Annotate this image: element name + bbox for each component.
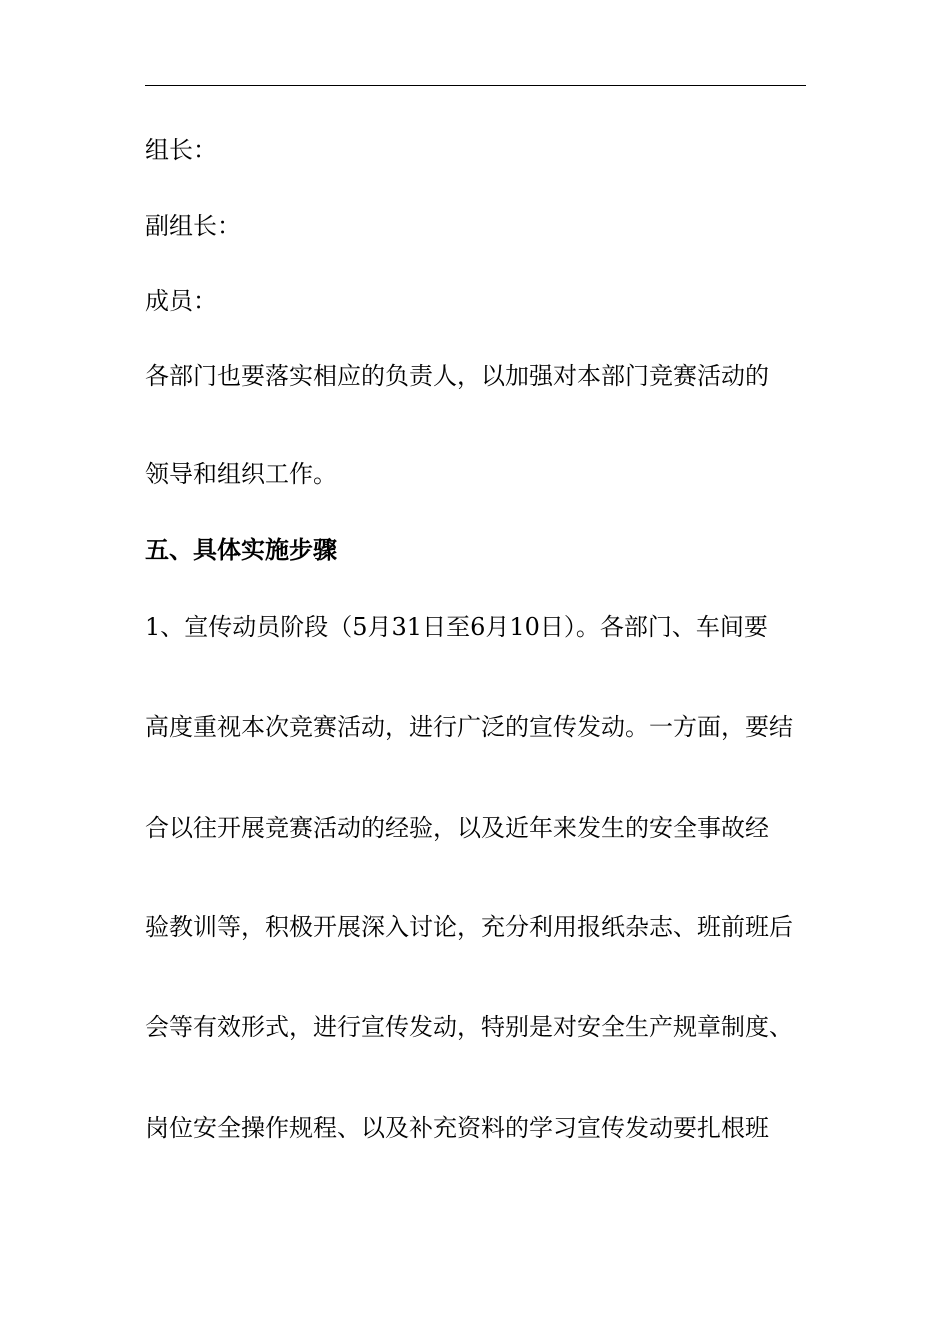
body-text-line: 验教训等，积极开展深入讨论，充分利用报纸杂志、班前班后 xyxy=(145,913,793,941)
body-text-line: 领导和组织工作。 xyxy=(145,460,337,488)
header-rule xyxy=(145,85,806,86)
body-text-line: 岗位安全操作规程、以及补充资料的学习宣传发动要扎根班 xyxy=(145,1114,769,1142)
leader-label: 组长： xyxy=(145,136,217,164)
body-text-line: 1、宣传动员阶段（5月31日至6月10日）。各部门、车间要 xyxy=(145,613,768,641)
members-label: 成员： xyxy=(145,287,217,315)
body-text-line: 各部门也要落实相应的负责人，以加强对本部门竞赛活动的 xyxy=(145,362,769,390)
deputy-leader-label: 副组长： xyxy=(145,212,241,240)
body-text-line: 高度重视本次竞赛活动，进行广泛的宣传发动。一方面，要结 xyxy=(145,713,793,741)
body-text-line: 会等有效形式，进行宣传发动，特别是对安全生产规章制度、 xyxy=(145,1013,793,1041)
body-text-line: 合以往开展竞赛活动的经验，以及近年来发生的安全事故经 xyxy=(145,814,769,842)
section-heading: 五、具体实施步骤 xyxy=(145,535,337,564)
